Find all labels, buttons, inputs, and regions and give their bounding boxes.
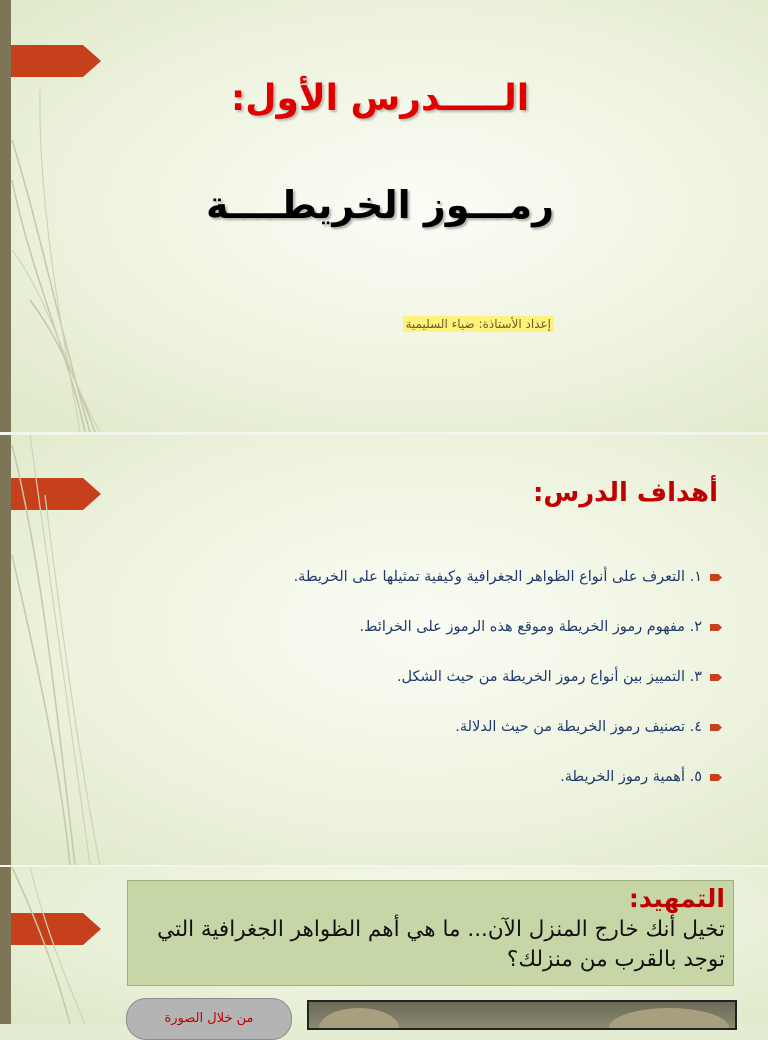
arrow-bullet-icon: [710, 774, 722, 781]
intro-box: [127, 880, 734, 986]
author-credit: إعداد الأستاذة: ضياء السليمية: [403, 316, 555, 332]
intro-question: تخيل أنك خارج المنزل الآن... ما هي أهم الظواهر الجغرافية التي توجد بالقرب من منزلك؟: [157, 917, 725, 972]
title-slide: [0, 0, 768, 432]
photo-hill-shape: [319, 1008, 399, 1030]
landscape-photo: [307, 1000, 737, 1030]
photo-hill-shape: [609, 1008, 729, 1030]
decorative-grass-lines: [0, 867, 120, 1024]
decorative-grass-lines: [0, 435, 120, 865]
topic-title: رمـــوز الخريطــــة: [206, 183, 554, 227]
arrow-bullet-icon: [710, 624, 722, 631]
intro-heading: التمهيد:: [628, 884, 725, 913]
arrow-bullet-icon: [710, 724, 722, 731]
decorative-grass-lines: [0, 0, 120, 432]
objective-item: ٣. التمييز بين أنواع رموز الخريطة من حيث الشكل.: [294, 666, 722, 716]
objectives-heading: أهداف الدرس:: [532, 478, 718, 508]
objective-item: ٢. مفهوم رموز الخريطة وموقع هذه الرموز على الخرائط.: [294, 616, 722, 666]
objective-item: ٤. تصنيف رموز الخريطة من حيث الدلالة.: [294, 716, 722, 766]
arrow-bullet-icon: [710, 574, 722, 581]
lesson-title: الـــــدرس الأول:: [230, 78, 530, 119]
image-prompt-button[interactable]: من خلال الصورة: [126, 998, 292, 1040]
objective-item: ٥. أهمية رموز الخريطة.: [294, 766, 722, 816]
objectives-list: [294, 566, 722, 816]
arrow-bullet-icon: [710, 674, 722, 681]
objective-item: ١. التعرف على أنواع الظواهر الجغرافية وكيفية تمثيلها على الخريطة.: [294, 566, 722, 616]
